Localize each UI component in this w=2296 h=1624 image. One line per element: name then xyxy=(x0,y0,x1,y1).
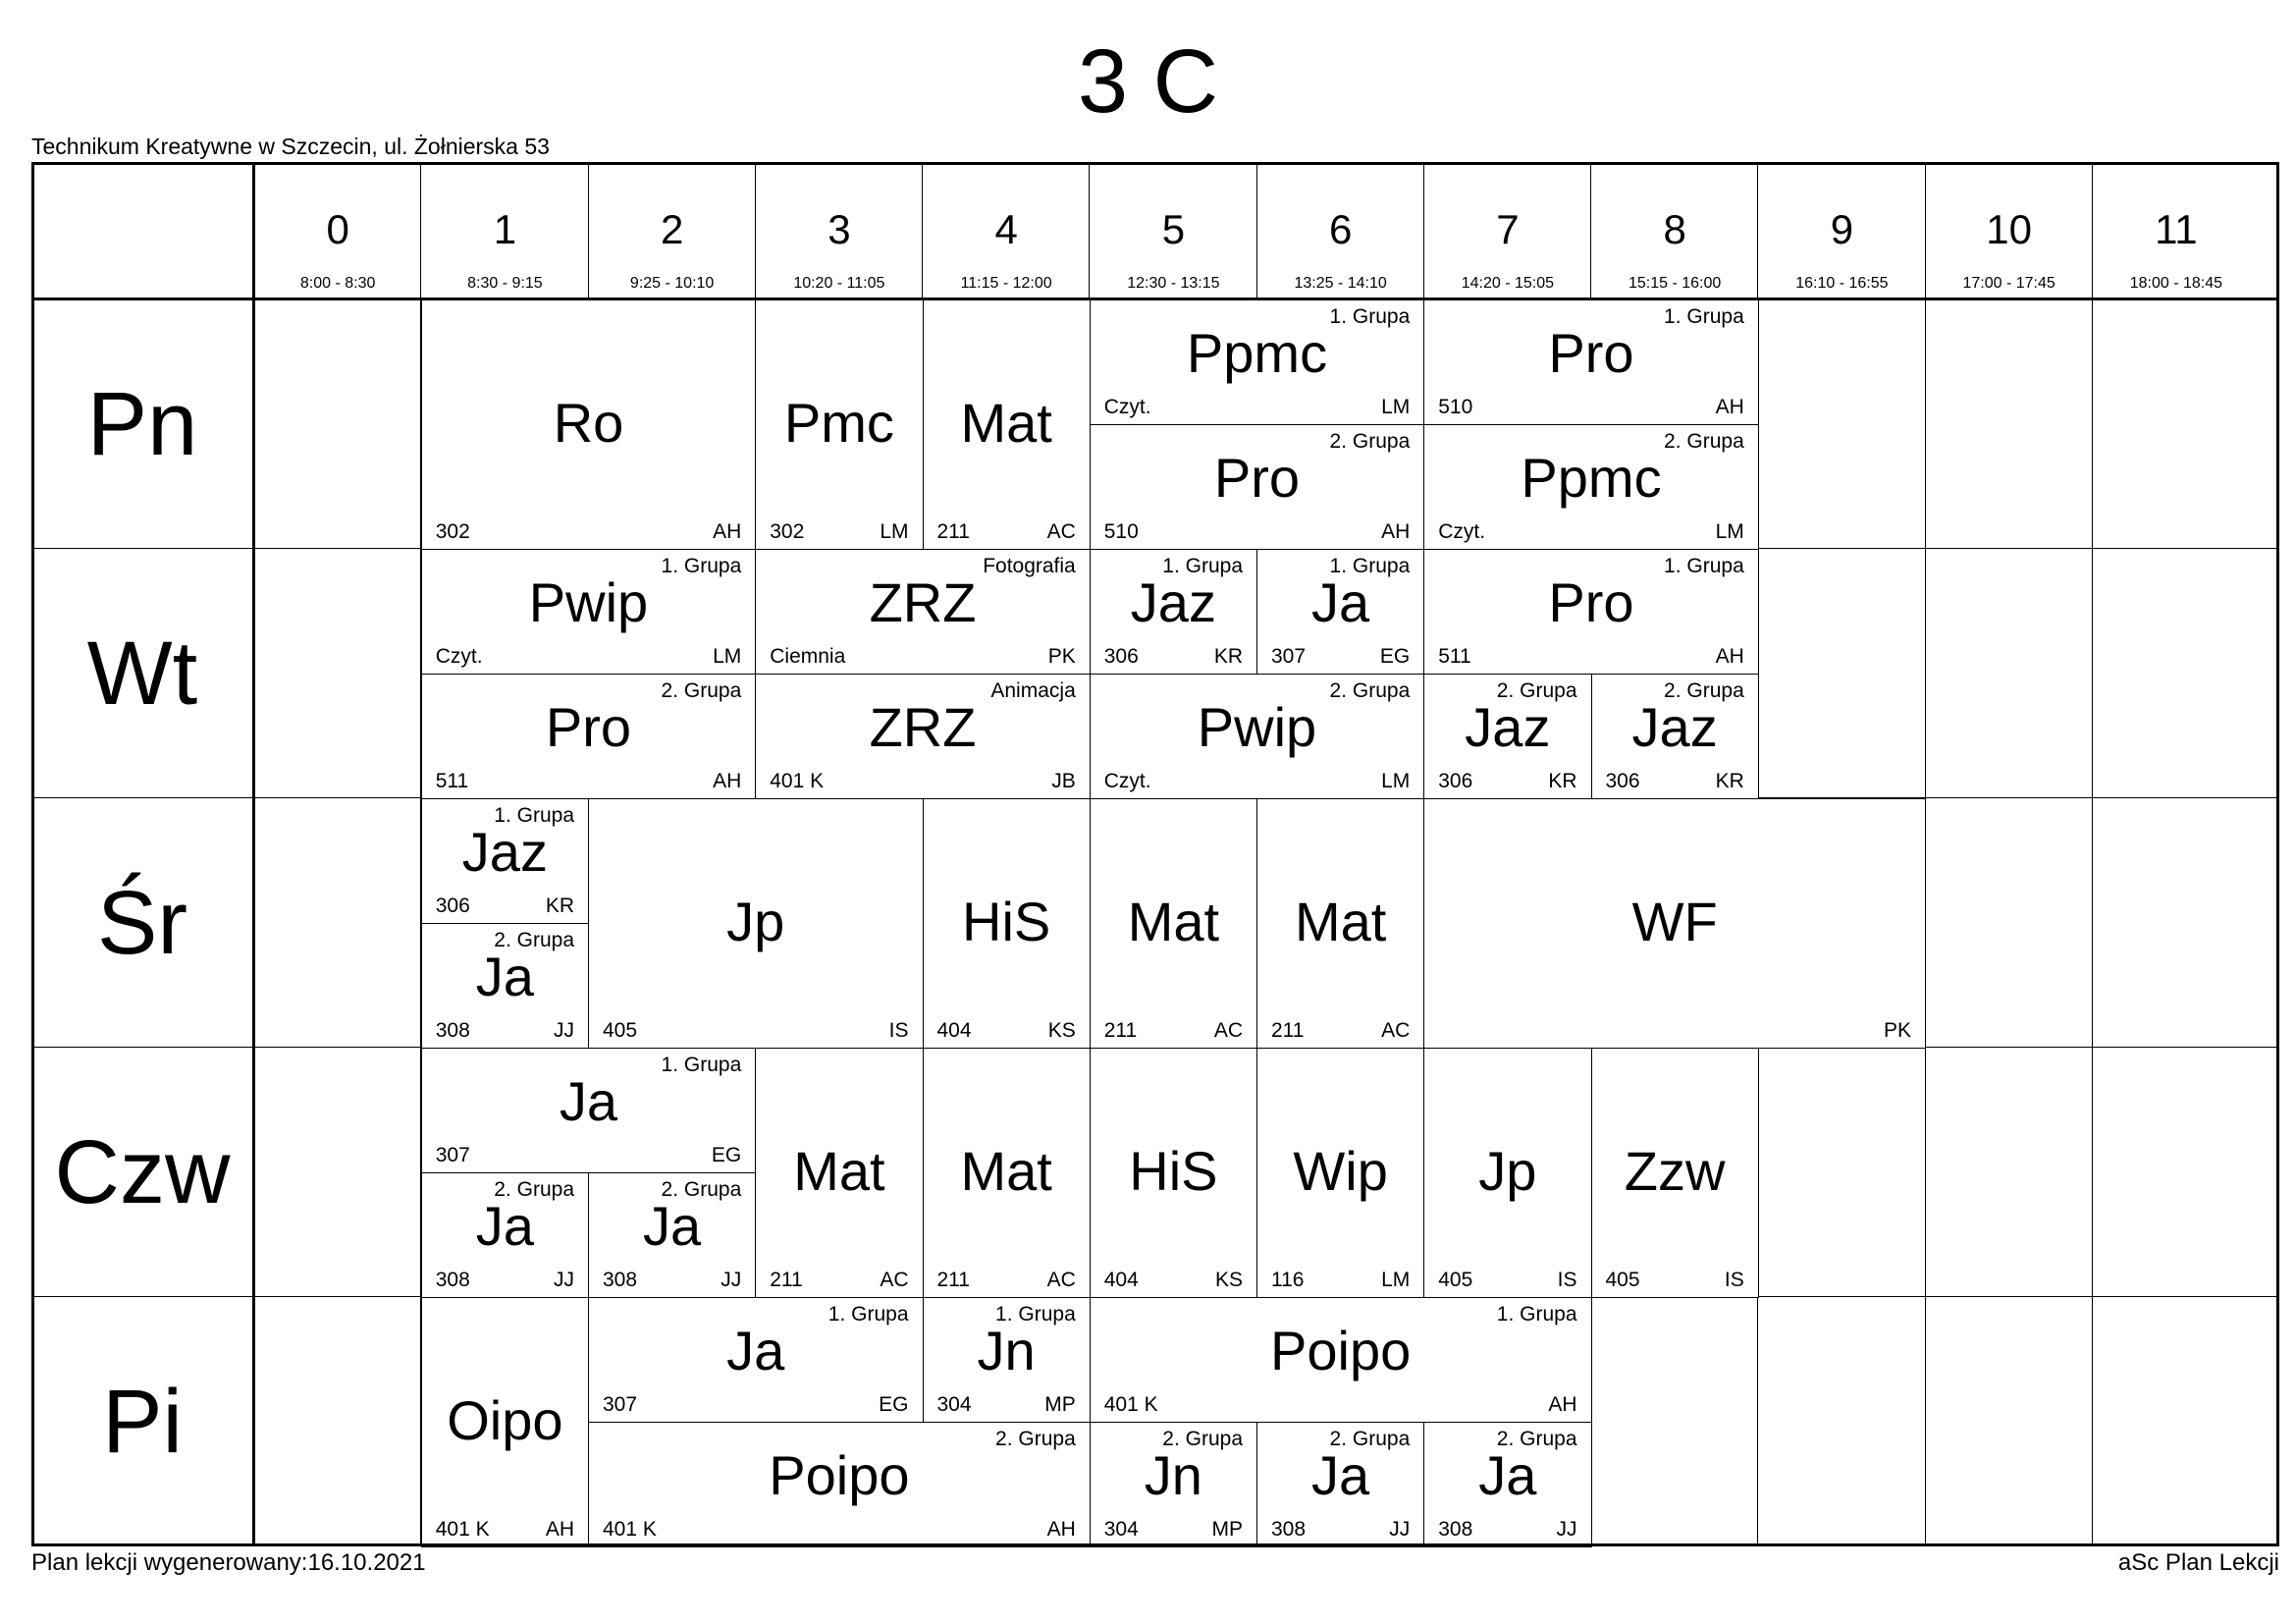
lesson-subject: Jn xyxy=(1144,1443,1202,1506)
period-header xyxy=(589,162,756,299)
lesson-room: 211 xyxy=(770,1268,803,1291)
lesson-room: 404 xyxy=(1103,1268,1139,1291)
lesson-cell[interactable] xyxy=(923,798,1091,1049)
lesson-teacher: EG xyxy=(1379,644,1411,668)
lesson-room: Ciemnia xyxy=(770,644,846,668)
period-time: 16:10 - 16:55 xyxy=(1795,275,1889,292)
lesson-teacher: LM xyxy=(880,519,909,543)
lesson-room: 405 xyxy=(603,1018,638,1042)
lesson-room: 401 K xyxy=(1103,1392,1158,1416)
lesson-teacher: AC xyxy=(1046,519,1076,543)
lesson-teacher: AH xyxy=(545,1517,574,1541)
lesson-cell[interactable] xyxy=(421,1297,589,1547)
period-number: 1 xyxy=(493,206,517,252)
timetable-title: 3 C xyxy=(1077,31,1219,132)
lesson-subject: Pro xyxy=(1548,570,1634,633)
period-header xyxy=(421,162,588,299)
lesson-subject: Ro xyxy=(553,391,624,454)
lesson-cell[interactable] xyxy=(421,674,757,799)
period-number: 5 xyxy=(1161,206,1186,252)
period-header xyxy=(923,162,1090,299)
period-number: 4 xyxy=(994,206,1018,252)
lesson-subject: Pro xyxy=(545,695,632,758)
day-name: Czw xyxy=(54,1122,231,1222)
lesson-cell[interactable] xyxy=(588,1297,924,1423)
lesson-room: Czyt. xyxy=(1438,519,1486,543)
lesson-room: 401 K xyxy=(603,1517,657,1541)
lesson-room: 511 xyxy=(435,769,469,792)
lesson-teacher: LM xyxy=(1715,519,1744,543)
period-time: 9:25 - 10:10 xyxy=(629,275,715,292)
period-number: 7 xyxy=(1496,206,1520,252)
period-time: 14:20 - 15:05 xyxy=(1461,275,1555,292)
lesson-room: 405 xyxy=(1438,1268,1473,1291)
lesson-subject: Jaz xyxy=(461,820,548,883)
lesson-subject: Mat xyxy=(960,1139,1052,1202)
lesson-teacher: MP xyxy=(1044,1392,1076,1416)
lesson-teacher: KS xyxy=(1047,1018,1076,1042)
lesson-teacher: AC xyxy=(880,1268,909,1291)
lesson-room: 404 xyxy=(936,1018,972,1042)
lesson-group: 2. Grupa xyxy=(494,928,574,951)
lesson-cell[interactable] xyxy=(1423,1048,1591,1298)
lesson-group: 1. Grupa xyxy=(1664,304,1744,328)
day-label xyxy=(31,549,253,798)
lesson-room: 116 xyxy=(1271,1268,1305,1291)
lesson-group: 2. Grupa xyxy=(1496,1427,1577,1450)
lesson-cell[interactable] xyxy=(1090,1297,1592,1423)
lesson-cell[interactable] xyxy=(1423,299,1759,425)
lesson-cell[interactable] xyxy=(588,1172,756,1298)
lesson-teacher: AH xyxy=(1715,644,1744,668)
timetable-grid xyxy=(31,162,2279,1546)
period-number: 9 xyxy=(1830,206,1854,252)
lesson-group: 1. Grupa xyxy=(995,1302,1076,1326)
period-time: 8:00 - 8:30 xyxy=(299,275,376,292)
lesson-teacher: AH xyxy=(1715,395,1744,418)
lesson-room: 307 xyxy=(1271,644,1307,668)
lesson-subject: HiS xyxy=(1129,1139,1218,1202)
lesson-subject: Ppmc xyxy=(1521,446,1662,509)
lesson-group: Fotografia xyxy=(983,554,1076,577)
lesson-teacher: LM xyxy=(713,644,742,668)
lesson-room: Czyt. xyxy=(1103,395,1151,418)
lesson-subject: Jn xyxy=(977,1319,1036,1381)
lesson-teacher: KR xyxy=(1715,769,1744,792)
lesson-teacher: MP xyxy=(1211,1517,1243,1541)
lesson-group: 2. Grupa xyxy=(1664,429,1744,453)
period-header xyxy=(1090,162,1256,299)
lesson-group: 1. Grupa xyxy=(661,554,742,577)
period-time: 11:15 - 12:00 xyxy=(960,275,1052,292)
lesson-room: 308 xyxy=(435,1268,470,1291)
period-number: 8 xyxy=(1663,206,1686,252)
period-number: 6 xyxy=(1328,206,1353,252)
day-label xyxy=(31,1297,253,1546)
period-header xyxy=(1926,162,2093,299)
lesson-teacher: KR xyxy=(1548,769,1577,792)
lesson-group: 2. Grupa xyxy=(1329,1427,1411,1450)
lesson-teacher: JJ xyxy=(554,1268,574,1291)
lesson-room: 304 xyxy=(936,1392,972,1416)
lesson-cell[interactable] xyxy=(1591,674,1759,799)
lesson-teacher: AH xyxy=(1381,519,1411,543)
lesson-room: 307 xyxy=(435,1143,470,1166)
lesson-subject: Zzw xyxy=(1624,1139,1726,1202)
lesson-group: 1. Grupa xyxy=(1162,554,1243,577)
lesson-cell[interactable] xyxy=(421,299,757,550)
lesson-teacher: IS xyxy=(1724,1268,1744,1291)
lesson-group: 2. Grupa xyxy=(661,1177,742,1201)
period-number: 0 xyxy=(326,206,349,252)
grid-column-line xyxy=(2092,162,2093,1546)
lesson-subject: Ja xyxy=(475,945,534,1007)
lesson-subject: Poipo xyxy=(1270,1319,1412,1381)
lesson-teacher: JJ xyxy=(721,1268,742,1291)
lesson-subject: Mat xyxy=(793,1139,885,1202)
lesson-subject: Ja xyxy=(1311,570,1370,633)
lesson-cell[interactable] xyxy=(421,1048,757,1173)
day-label xyxy=(31,1048,253,1297)
lesson-room: 306 xyxy=(1438,769,1473,792)
lesson-subject: Pro xyxy=(1213,446,1301,509)
lesson-cell[interactable] xyxy=(1256,549,1424,675)
lesson-cell[interactable] xyxy=(1423,1422,1591,1547)
lesson-group: 1. Grupa xyxy=(1496,1302,1577,1326)
lesson-teacher: JJ xyxy=(1389,1517,1411,1541)
day-name: Wt xyxy=(86,623,198,724)
lesson-room: 308 xyxy=(1271,1517,1307,1541)
lesson-subject: Jaz xyxy=(1465,695,1551,758)
lesson-teacher: LM xyxy=(1381,769,1411,792)
lesson-cell[interactable] xyxy=(1591,1048,1759,1298)
lesson-subject: Poipo xyxy=(769,1443,910,1506)
lesson-cell[interactable] xyxy=(1090,549,1257,675)
lesson-room: 308 xyxy=(435,1018,470,1042)
lesson-subject: Pwip xyxy=(528,570,649,633)
lesson-teacher: PK xyxy=(1047,644,1076,668)
period-header xyxy=(2093,162,2260,299)
lesson-subject: Oipo xyxy=(447,1388,563,1451)
lesson-room: 405 xyxy=(1605,1268,1640,1291)
lesson-room: 211 xyxy=(1103,1018,1138,1042)
lesson-room: 308 xyxy=(603,1268,638,1291)
period-time: 17:00 - 17:45 xyxy=(1962,275,2056,292)
period-header xyxy=(756,162,923,299)
lesson-cell[interactable] xyxy=(1423,549,1759,675)
period-header xyxy=(254,162,421,299)
lesson-cell[interactable] xyxy=(1090,1048,1257,1298)
lesson-room: Czyt. xyxy=(435,644,483,668)
lesson-cell[interactable] xyxy=(923,1048,1091,1298)
lesson-cell[interactable] xyxy=(755,674,1091,799)
lesson-group: 1. Grupa xyxy=(1329,554,1411,577)
lesson-room: 211 xyxy=(1271,1018,1305,1042)
lesson-cell[interactable] xyxy=(1090,299,1425,425)
lesson-teacher: KR xyxy=(545,893,574,917)
lesson-room: 511 xyxy=(1438,644,1471,668)
lesson-room: 306 xyxy=(435,893,470,917)
lesson-teacher: AC xyxy=(1046,1268,1076,1291)
period-header xyxy=(1591,162,1758,299)
period-time: 15:15 - 16:00 xyxy=(1628,275,1722,292)
generated-date: Plan lekcji wygenerowany:16.10.2021 xyxy=(31,1549,426,1576)
lesson-cell[interactable] xyxy=(1423,674,1591,799)
lesson-group: 1. Grupa xyxy=(494,803,574,827)
lesson-room: 306 xyxy=(1605,769,1640,792)
lesson-room: 302 xyxy=(770,519,805,543)
lesson-teacher: AC xyxy=(1213,1018,1243,1042)
lesson-teacher: IS xyxy=(888,1018,909,1042)
lesson-group: 1. Grupa xyxy=(1329,304,1411,328)
lesson-cell[interactable] xyxy=(421,798,589,924)
lesson-teacher: AH xyxy=(1548,1392,1577,1416)
lesson-group: 1. Grupa xyxy=(661,1053,742,1076)
day-name: Pn xyxy=(86,374,198,474)
lesson-cell[interactable] xyxy=(1090,798,1257,1049)
lesson-teacher: AH xyxy=(713,519,742,543)
lesson-room: 401 K xyxy=(435,1517,490,1541)
lesson-teacher: IS xyxy=(1557,1268,1577,1291)
lesson-subject: Ja xyxy=(643,1194,702,1257)
lesson-subject: Pmc xyxy=(783,391,894,454)
lesson-teacher: JB xyxy=(1051,769,1076,792)
lesson-cell[interactable] xyxy=(1090,1422,1257,1547)
lesson-teacher: PK xyxy=(1883,1018,1911,1042)
lesson-group: 2. Grupa xyxy=(1664,678,1744,702)
lesson-subject: Mat xyxy=(1294,890,1387,952)
period-header xyxy=(1424,162,1591,299)
lesson-subject: Ja xyxy=(726,1319,785,1381)
lesson-room: 307 xyxy=(603,1392,638,1416)
day-label xyxy=(31,299,253,549)
lesson-room: 304 xyxy=(1103,1517,1139,1541)
lesson-subject: Jaz xyxy=(1130,570,1216,633)
lesson-subject: ZRZ xyxy=(869,695,977,758)
lesson-subject: Ppmc xyxy=(1186,321,1328,384)
lesson-group: 2. Grupa xyxy=(494,1177,574,1201)
lesson-cell[interactable] xyxy=(421,923,589,1049)
lesson-teacher: EG xyxy=(711,1143,742,1166)
lesson-subject: Pro xyxy=(1548,321,1634,384)
period-time: 8:30 - 9:15 xyxy=(467,275,543,292)
lesson-room: 510 xyxy=(1103,519,1139,543)
lesson-cell[interactable] xyxy=(588,798,924,1049)
lesson-cell[interactable] xyxy=(588,1422,1091,1547)
lesson-cell[interactable] xyxy=(1423,798,1926,1049)
software-credit: aSc Plan Lekcji xyxy=(2117,1549,2279,1576)
lesson-cell[interactable] xyxy=(1256,1048,1424,1298)
period-header xyxy=(1257,162,1424,299)
period-time: 12:30 - 13:15 xyxy=(1127,275,1220,292)
period-time: 13:25 - 14:10 xyxy=(1294,275,1387,292)
lesson-teacher: AC xyxy=(1381,1018,1411,1042)
lesson-subject: Ja xyxy=(1311,1443,1370,1506)
lesson-group: 2. Grupa xyxy=(995,1427,1076,1450)
lesson-cell[interactable] xyxy=(755,1048,923,1298)
lesson-cell[interactable] xyxy=(1256,1422,1424,1547)
lesson-group: 2. Grupa xyxy=(661,678,742,702)
day-name: Śr xyxy=(97,873,187,973)
lesson-teacher: AH xyxy=(713,769,742,792)
lesson-subject: HiS xyxy=(962,890,1051,952)
period-number: 10 xyxy=(1986,206,2032,252)
lesson-subject: Mat xyxy=(960,391,1052,454)
lesson-cell[interactable] xyxy=(1423,424,1759,550)
lesson-cell[interactable] xyxy=(421,1172,589,1298)
lesson-room: 306 xyxy=(1103,644,1139,668)
lesson-cell[interactable] xyxy=(1090,424,1425,550)
lesson-subject: Ja xyxy=(1478,1443,1537,1506)
day-label xyxy=(31,798,253,1048)
lesson-subject: Ja xyxy=(559,1069,618,1132)
lesson-teacher: KS xyxy=(1214,1268,1243,1291)
lesson-room: Czyt. xyxy=(1103,769,1151,792)
lesson-group: 2. Grupa xyxy=(1162,1427,1243,1450)
lesson-cell[interactable] xyxy=(755,549,1091,675)
lesson-cell[interactable] xyxy=(1256,798,1424,1049)
lesson-teacher: EG xyxy=(879,1392,909,1416)
lesson-group: Animacja xyxy=(990,678,1076,702)
lesson-group: 2. Grupa xyxy=(1496,678,1577,702)
lesson-teacher: KR xyxy=(1213,644,1243,668)
lesson-subject: Pwip xyxy=(1197,695,1317,758)
lesson-cell[interactable] xyxy=(755,299,923,550)
lesson-teacher: AH xyxy=(1046,1517,1076,1541)
lesson-room: 211 xyxy=(936,519,970,543)
school-name: Technikum Kreatywne w Szczecin, ul. Żołnierska 53 xyxy=(31,134,550,159)
lesson-subject: Mat xyxy=(1127,890,1220,952)
lesson-room: 308 xyxy=(1438,1517,1473,1541)
lesson-room: 211 xyxy=(936,1268,970,1291)
lesson-subject: ZRZ xyxy=(869,570,977,633)
lesson-subject: Jp xyxy=(1478,1139,1537,1202)
lesson-room: 401 K xyxy=(770,769,825,792)
lesson-subject: Ja xyxy=(475,1194,534,1257)
period-number: 11 xyxy=(2155,206,2198,252)
lesson-teacher: LM xyxy=(1381,1268,1411,1291)
lesson-room: 510 xyxy=(1438,395,1473,418)
lesson-subject: Jaz xyxy=(1631,695,1718,758)
period-time: 10:20 - 11:05 xyxy=(793,275,885,292)
period-header xyxy=(1758,162,1925,299)
lesson-group: 2. Grupa xyxy=(1329,678,1411,702)
lesson-teacher: JJ xyxy=(1556,1517,1577,1541)
period-number: 3 xyxy=(828,206,851,252)
lesson-subject: Wip xyxy=(1293,1139,1388,1202)
lesson-group: 1. Grupa xyxy=(1664,554,1744,577)
lesson-subject: WF xyxy=(1631,890,1718,952)
lesson-subject: Jp xyxy=(726,890,785,952)
lesson-cell[interactable] xyxy=(923,1297,1091,1423)
lesson-group: 2. Grupa xyxy=(1329,429,1411,453)
period-time: 18:00 - 18:45 xyxy=(2129,275,2223,292)
lesson-teacher: LM xyxy=(1381,395,1411,418)
lesson-cell[interactable] xyxy=(421,549,757,675)
lesson-group: 1. Grupa xyxy=(828,1302,909,1326)
lesson-cell[interactable] xyxy=(923,299,1091,550)
lesson-room: 302 xyxy=(435,519,470,543)
lesson-cell[interactable] xyxy=(1090,674,1425,799)
lesson-teacher: JJ xyxy=(554,1018,574,1042)
period-number: 2 xyxy=(660,206,684,252)
day-name: Pi xyxy=(102,1372,183,1472)
